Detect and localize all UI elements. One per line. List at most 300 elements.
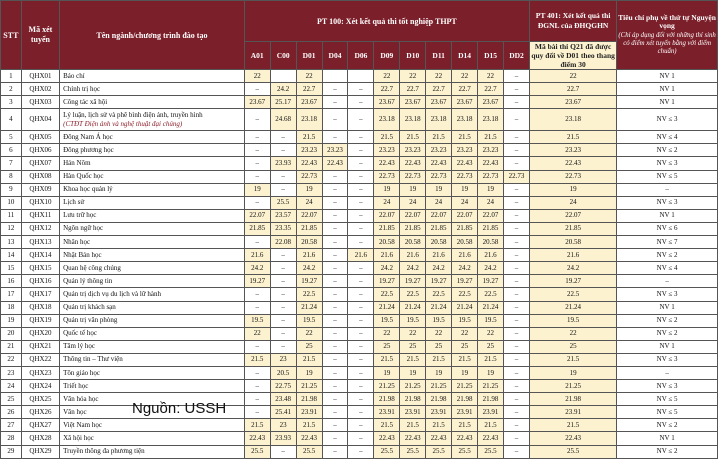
score-cell-d10: 23.91 bbox=[400, 406, 426, 419]
q21-score-cell: 23.67 bbox=[530, 96, 617, 109]
score-cell-d06: – bbox=[348, 170, 374, 183]
row-name bbox=[60, 131, 245, 144]
criteria-cell: NV ≤ 2 bbox=[617, 419, 718, 432]
score-cell-dd2: – bbox=[503, 301, 529, 314]
row-code: QHX28 bbox=[21, 432, 59, 445]
table-row bbox=[1, 209, 718, 222]
score-cell-a01: 21.85 bbox=[244, 222, 270, 235]
row-name-text: Công tác xã hội bbox=[63, 97, 108, 106]
score-cell-c00: 23.93 bbox=[270, 157, 296, 170]
criteria-cell: NV ≤ 2 bbox=[617, 327, 718, 340]
row-name-text: Hàn Quốc học bbox=[63, 172, 104, 181]
q21-score-cell: 19 bbox=[530, 183, 617, 196]
score-cell-d04: – bbox=[322, 406, 348, 419]
table-row bbox=[1, 222, 718, 235]
table-row bbox=[1, 288, 718, 301]
score-cell-d15: 22 bbox=[478, 70, 504, 83]
score-cell-dd2: – bbox=[503, 83, 529, 96]
score-cell-d06: – bbox=[348, 393, 374, 406]
score-cell-dd2: – bbox=[503, 340, 529, 353]
score-cell-a01: – bbox=[244, 196, 270, 209]
score-cell-d01: 22 bbox=[296, 70, 322, 83]
row-name bbox=[60, 262, 245, 275]
score-cell-d11: 22.43 bbox=[426, 157, 452, 170]
row-name bbox=[60, 183, 245, 196]
q21-score-cell: 24.2 bbox=[530, 262, 617, 275]
q21-score-cell: 22.73 bbox=[530, 170, 617, 183]
score-cell-d01: 22.43 bbox=[296, 157, 322, 170]
score-cell-d09: 21.6 bbox=[374, 249, 400, 262]
row-code: QHX29 bbox=[21, 445, 59, 458]
score-cell-a01: 24.2 bbox=[244, 262, 270, 275]
score-cell-a01: 21.5 bbox=[244, 419, 270, 432]
criteria-cell: NV ≤ 4 bbox=[617, 131, 718, 144]
score-cell-d11: 21.5 bbox=[426, 131, 452, 144]
score-cell-dd2: – bbox=[503, 249, 529, 262]
score-cell-d04: – bbox=[322, 380, 348, 393]
score-cell-dd2: – bbox=[503, 406, 529, 419]
score-cell-d15: 22 bbox=[478, 327, 504, 340]
score-cell-d14: 19.5 bbox=[452, 314, 478, 327]
score-cell-d04: – bbox=[322, 288, 348, 301]
table-row bbox=[1, 83, 718, 96]
score-cell-c00: – bbox=[270, 340, 296, 353]
table-row bbox=[1, 406, 718, 419]
row-name-text: Hán Nôm bbox=[63, 159, 91, 168]
score-cell-dd2: – bbox=[503, 380, 529, 393]
score-cell-d11: 19 bbox=[426, 183, 452, 196]
row-name bbox=[60, 275, 245, 288]
score-cell-d15: 23.67 bbox=[478, 96, 504, 109]
score-cell-d09: 23.23 bbox=[374, 144, 400, 157]
score-cell-d09: 20.58 bbox=[374, 236, 400, 249]
row-name-text: Việt Nam học bbox=[63, 420, 102, 429]
score-cell-d15: 24 bbox=[478, 196, 504, 209]
score-cell-d06: – bbox=[348, 380, 374, 393]
score-cell-d10: 23.18 bbox=[400, 109, 426, 131]
score-cell-c00: 23.93 bbox=[270, 432, 296, 445]
score-cell-a01: 25.5 bbox=[244, 445, 270, 458]
q21-score-cell: 22 bbox=[530, 70, 617, 83]
score-cell-d04: – bbox=[322, 393, 348, 406]
score-cell-d10: 25.5 bbox=[400, 445, 426, 458]
row-name bbox=[60, 170, 245, 183]
row-code: QHX12 bbox=[21, 222, 59, 235]
row-code: QHX02 bbox=[21, 83, 59, 96]
score-cell-d09: 21.98 bbox=[374, 393, 400, 406]
row-name bbox=[60, 70, 245, 83]
row-stt: 3 bbox=[1, 96, 22, 109]
score-cell-d09: 21.5 bbox=[374, 419, 400, 432]
score-cell-dd2: – bbox=[503, 131, 529, 144]
score-cell-d04: – bbox=[322, 183, 348, 196]
score-cell-d15: 21.85 bbox=[478, 222, 504, 235]
score-cell-d06: 21.6 bbox=[348, 249, 374, 262]
score-cell-a01: – bbox=[244, 83, 270, 96]
criteria-cell: NV ≤ 5 bbox=[617, 170, 718, 183]
score-cell-dd2: – bbox=[503, 432, 529, 445]
score-cell-d15: 22.73 bbox=[478, 170, 504, 183]
row-code: QHX27 bbox=[21, 419, 59, 432]
score-cell-d09: 19.27 bbox=[374, 275, 400, 288]
score-cell-d15: 25.5 bbox=[478, 445, 504, 458]
score-cell-dd2: 22.73 bbox=[503, 170, 529, 183]
score-cell-a01: 22 bbox=[244, 327, 270, 340]
score-cell-dd2: – bbox=[503, 209, 529, 222]
score-cell-d14: 21.24 bbox=[452, 301, 478, 314]
row-code: QHX01 bbox=[21, 70, 59, 83]
score-cell-c00: 23.48 bbox=[270, 393, 296, 406]
criteria-note: (Chỉ áp dụng đối với những thí sinh có điểm xét tuyển bằng với điểm chuẩn) bbox=[618, 32, 716, 55]
score-cell-d04: – bbox=[322, 249, 348, 262]
score-cell-dd2: – bbox=[503, 70, 529, 83]
score-cell-d15: 21.6 bbox=[478, 249, 504, 262]
score-cell-d10: 22.7 bbox=[400, 83, 426, 96]
row-stt: 2 bbox=[1, 83, 22, 96]
row-code: QHX09 bbox=[21, 183, 59, 196]
score-cell-d06: – bbox=[348, 419, 374, 432]
row-code: QHX23 bbox=[21, 366, 59, 379]
score-cell-d09: 22.5 bbox=[374, 288, 400, 301]
row-name-text: Quản lý thông tin bbox=[63, 276, 113, 285]
criteria-cell: – bbox=[617, 183, 718, 196]
score-cell-d11: 21.6 bbox=[426, 249, 452, 262]
score-cell-c00: – bbox=[270, 275, 296, 288]
row-name bbox=[60, 340, 245, 353]
criteria-cell: – bbox=[617, 275, 718, 288]
score-cell-d15: 19.5 bbox=[478, 314, 504, 327]
score-cell-d10: 21.5 bbox=[400, 419, 426, 432]
score-cell-d04: – bbox=[322, 432, 348, 445]
score-cell-d04: – bbox=[322, 340, 348, 353]
score-cell-c00: 20.5 bbox=[270, 366, 296, 379]
score-cell-d01: 24.2 bbox=[296, 262, 322, 275]
row-stt: 25 bbox=[1, 393, 22, 406]
score-cell-c00: 22.08 bbox=[270, 236, 296, 249]
score-cell-c00: – bbox=[270, 262, 296, 275]
score-cell-dd2: – bbox=[503, 353, 529, 366]
table-row bbox=[1, 340, 718, 353]
row-stt: 18 bbox=[1, 301, 22, 314]
q21-score-cell: 21.98 bbox=[530, 393, 617, 406]
row-code: QHX20 bbox=[21, 327, 59, 340]
table-row bbox=[1, 157, 718, 170]
score-cell-d11: 20.58 bbox=[426, 236, 452, 249]
score-cell-d09: 23.67 bbox=[374, 96, 400, 109]
row-name bbox=[60, 157, 245, 170]
row-stt: 11 bbox=[1, 209, 22, 222]
score-cell-dd2: – bbox=[503, 109, 529, 131]
score-cell-d15: 22.5 bbox=[478, 288, 504, 301]
score-cell-d10: 23.67 bbox=[400, 96, 426, 109]
score-cell-d14: 25.5 bbox=[452, 445, 478, 458]
row-code: QHX05 bbox=[21, 131, 59, 144]
table-row bbox=[1, 196, 718, 209]
block-header: D09 bbox=[374, 42, 400, 70]
score-cell-d06: – bbox=[348, 314, 374, 327]
row-name-text: Nhật Bản học bbox=[63, 250, 102, 259]
score-cell-d09: 23.18 bbox=[374, 109, 400, 131]
score-cell-d11: 22.5 bbox=[426, 288, 452, 301]
score-cell-d15: 19.27 bbox=[478, 275, 504, 288]
row-stt: 27 bbox=[1, 419, 22, 432]
score-cell-d09: 21.85 bbox=[374, 222, 400, 235]
row-code: QHX07 bbox=[21, 157, 59, 170]
table-row bbox=[1, 170, 718, 183]
score-cell-d11: 21.98 bbox=[426, 393, 452, 406]
score-cell-d01: 20.58 bbox=[296, 236, 322, 249]
score-cell-d14: 22.43 bbox=[452, 432, 478, 445]
score-cell-a01: – bbox=[244, 288, 270, 301]
q21-score-cell: 19.27 bbox=[530, 275, 617, 288]
score-cell-d10: 22.5 bbox=[400, 288, 426, 301]
score-cell-d10: 19.5 bbox=[400, 314, 426, 327]
score-cell-d10: 22.73 bbox=[400, 170, 426, 183]
score-cell-dd2: – bbox=[503, 366, 529, 379]
score-cell-d14: 23.18 bbox=[452, 109, 478, 131]
score-cell-d04: – bbox=[322, 222, 348, 235]
row-name bbox=[60, 314, 245, 327]
score-cell-d09: 22.43 bbox=[374, 432, 400, 445]
table-row bbox=[1, 109, 718, 131]
row-code: QHX22 bbox=[21, 353, 59, 366]
table-row bbox=[1, 183, 718, 196]
row-name-text: Xã hội học bbox=[63, 433, 94, 442]
row-name bbox=[60, 288, 245, 301]
score-cell-d06: – bbox=[348, 327, 374, 340]
score-cell-d15: 21.25 bbox=[478, 380, 504, 393]
score-cell-d10: 22 bbox=[400, 327, 426, 340]
q21-score-cell: 22.07 bbox=[530, 209, 617, 222]
score-cell-d11: 23.91 bbox=[426, 406, 452, 419]
score-cell-c00: – bbox=[270, 249, 296, 262]
score-cell-d01: 19 bbox=[296, 183, 322, 196]
score-cell-d04: – bbox=[322, 419, 348, 432]
row-name-text: Triết học bbox=[63, 381, 89, 390]
criteria-cell: NV 1 bbox=[617, 209, 718, 222]
score-cell-d06 bbox=[348, 70, 374, 83]
q21-score-cell: 22.43 bbox=[530, 157, 617, 170]
row-name bbox=[60, 236, 245, 249]
score-cell-d15: 24.2 bbox=[478, 262, 504, 275]
score-cell-d14: 21.85 bbox=[452, 222, 478, 235]
score-cell-d11: 21.5 bbox=[426, 353, 452, 366]
q21-score-cell: 21.25 bbox=[530, 380, 617, 393]
criteria-cell: NV 1 bbox=[617, 83, 718, 96]
score-cell-d10: 19.27 bbox=[400, 275, 426, 288]
score-cell-d01: 21.98 bbox=[296, 393, 322, 406]
score-cell-d14: 21.5 bbox=[452, 353, 478, 366]
score-cell-a01: 22.07 bbox=[244, 209, 270, 222]
row-code: QHX15 bbox=[21, 262, 59, 275]
row-stt: 28 bbox=[1, 432, 22, 445]
score-cell-d11: 22.07 bbox=[426, 209, 452, 222]
score-cell-d01: 19 bbox=[296, 366, 322, 379]
score-cell-d04: – bbox=[322, 262, 348, 275]
score-cell-d15: 22.07 bbox=[478, 209, 504, 222]
q21-score-cell: 25 bbox=[530, 340, 617, 353]
score-cell-d01: 22.5 bbox=[296, 288, 322, 301]
row-stt: 4 bbox=[1, 109, 22, 131]
score-cell-d06: – bbox=[348, 445, 374, 458]
score-cell-d10: 19 bbox=[400, 366, 426, 379]
criteria-cell: NV ≤ 2 bbox=[617, 445, 718, 458]
criteria-cell: NV ≤ 3 bbox=[617, 353, 718, 366]
table-row bbox=[1, 432, 718, 445]
score-cell-d01: 23.23 bbox=[296, 144, 322, 157]
score-cell-d04: – bbox=[322, 209, 348, 222]
score-cell-d01: 21.24 bbox=[296, 301, 322, 314]
score-cell-a01: 19.27 bbox=[244, 275, 270, 288]
q21-score-cell: 21.6 bbox=[530, 249, 617, 262]
score-cell-d11: 23.18 bbox=[426, 109, 452, 131]
row-name bbox=[60, 196, 245, 209]
header-name: Tên ngành/chương trình đào tạo bbox=[60, 1, 245, 70]
score-cell-d01: 22.43 bbox=[296, 432, 322, 445]
row-name-subnote: (CTĐT Điện ảnh và nghệ thuật đại chúng) bbox=[63, 119, 183, 128]
score-cell-d01: 25.5 bbox=[296, 445, 322, 458]
score-cell-d06: – bbox=[348, 275, 374, 288]
score-cell-d15: 22.43 bbox=[478, 432, 504, 445]
score-cell-d10: 22.07 bbox=[400, 209, 426, 222]
score-cell-d06: – bbox=[348, 432, 374, 445]
q21-score-cell: 23.23 bbox=[530, 144, 617, 157]
row-name-text: Lý luận, lịch sử và phê bình điện ảnh, truyền hình bbox=[63, 110, 203, 119]
row-code: QHX03 bbox=[21, 96, 59, 109]
score-cell-d06: – bbox=[348, 406, 374, 419]
score-cell-dd2: – bbox=[503, 236, 529, 249]
q21-score-cell: 21.85 bbox=[530, 222, 617, 235]
score-cell-a01: – bbox=[244, 393, 270, 406]
score-cell-c00: – bbox=[270, 301, 296, 314]
score-cell-d14: 22.43 bbox=[452, 157, 478, 170]
table-row bbox=[1, 366, 718, 379]
criteria-cell: NV ≤ 2 bbox=[617, 314, 718, 327]
row-name-text: Tâm lý học bbox=[63, 342, 95, 351]
row-code: QHX04 bbox=[21, 109, 59, 131]
score-cell-d11: 25.5 bbox=[426, 445, 452, 458]
row-name-text: Văn hóa học bbox=[63, 394, 99, 403]
row-stt: 22 bbox=[1, 353, 22, 366]
score-cell-d04: – bbox=[322, 131, 348, 144]
block-header: D10 bbox=[400, 42, 426, 70]
q21-score-cell: 23.91 bbox=[530, 406, 617, 419]
row-name bbox=[60, 445, 245, 458]
score-cell-d14: 19 bbox=[452, 366, 478, 379]
score-cell-a01: – bbox=[244, 236, 270, 249]
score-cell-d01: 21.5 bbox=[296, 353, 322, 366]
criteria-cell: NV ≤ 2 bbox=[617, 144, 718, 157]
score-cell-d11: 21.5 bbox=[426, 419, 452, 432]
score-cell-c00: – bbox=[270, 131, 296, 144]
score-cell-d09: 19.5 bbox=[374, 314, 400, 327]
score-cell-d14: 23.91 bbox=[452, 406, 478, 419]
header-stt: STT bbox=[1, 1, 22, 70]
score-cell-d11: 24.2 bbox=[426, 262, 452, 275]
score-cell-d11: 19.5 bbox=[426, 314, 452, 327]
score-cell-d15: 25 bbox=[478, 340, 504, 353]
row-code: QHX24 bbox=[21, 380, 59, 393]
score-cell-dd2: – bbox=[503, 275, 529, 288]
table-row bbox=[1, 249, 718, 262]
score-cell-c00: 25.17 bbox=[270, 96, 296, 109]
row-stt: 23 bbox=[1, 366, 22, 379]
block-header: C00 bbox=[270, 42, 296, 70]
score-cell-d15: 19 bbox=[478, 366, 504, 379]
row-name bbox=[60, 222, 245, 235]
score-cell-d09: 22 bbox=[374, 70, 400, 83]
score-cell-d14: 21.25 bbox=[452, 380, 478, 393]
score-cell-d04: – bbox=[322, 366, 348, 379]
score-cell-d10: 24.2 bbox=[400, 262, 426, 275]
score-cell-d15: 20.58 bbox=[478, 236, 504, 249]
score-cell-c00 bbox=[270, 70, 296, 83]
score-cell-d14: 19 bbox=[452, 183, 478, 196]
score-cell-d15: 23.23 bbox=[478, 144, 504, 157]
score-cell-d01: 22.7 bbox=[296, 83, 322, 96]
score-cell-d15: 21.5 bbox=[478, 353, 504, 366]
score-cell-a01: – bbox=[244, 144, 270, 157]
row-code: QHX11 bbox=[21, 209, 59, 222]
score-cell-dd2: – bbox=[503, 327, 529, 340]
score-cell-c00: 25.5 bbox=[270, 196, 296, 209]
score-cell-d01: 21.5 bbox=[296, 419, 322, 432]
score-cell-d14: 21.98 bbox=[452, 393, 478, 406]
row-code: QHX25 bbox=[21, 393, 59, 406]
score-cell-d06: – bbox=[348, 366, 374, 379]
row-name-text: Quản trị dịch vụ du lịch và lữ hành bbox=[63, 289, 161, 298]
score-cell-d01: 22 bbox=[296, 327, 322, 340]
score-cell-d06: – bbox=[348, 209, 374, 222]
score-cell-d14: 22.73 bbox=[452, 170, 478, 183]
score-cell-d09: 24.2 bbox=[374, 262, 400, 275]
row-stt: 7 bbox=[1, 157, 22, 170]
score-cell-d10: 21.98 bbox=[400, 393, 426, 406]
score-cell-c00: – bbox=[270, 144, 296, 157]
score-cell-d06: – bbox=[348, 96, 374, 109]
score-cell-d01: 19.5 bbox=[296, 314, 322, 327]
q21-score-cell: 20.58 bbox=[530, 236, 617, 249]
score-cell-d04: – bbox=[322, 327, 348, 340]
header-pt401: PT 401: Xét kết quả thi ĐGNL của ĐHQGHN bbox=[530, 1, 617, 42]
row-name-text: Quản trị khách sạn bbox=[63, 303, 116, 312]
score-cell-a01: – bbox=[244, 131, 270, 144]
score-cell-d09: 22.7 bbox=[374, 83, 400, 96]
score-cell-d06: – bbox=[348, 157, 374, 170]
criteria-cell: NV ≤ 3 bbox=[617, 288, 718, 301]
row-stt: 19 bbox=[1, 314, 22, 327]
score-cell-d10: 21.5 bbox=[400, 131, 426, 144]
score-cell-c00: 23 bbox=[270, 353, 296, 366]
table-row bbox=[1, 327, 718, 340]
score-cell-c00: – bbox=[270, 183, 296, 196]
score-cell-d04: – bbox=[322, 96, 348, 109]
score-cell-d11: 25 bbox=[426, 340, 452, 353]
score-cell-d10: 25 bbox=[400, 340, 426, 353]
table-row bbox=[1, 314, 718, 327]
score-cell-d09: 22.73 bbox=[374, 170, 400, 183]
row-stt: 12 bbox=[1, 222, 22, 235]
block-header: D15 bbox=[478, 42, 504, 70]
score-cell-d01: 24 bbox=[296, 196, 322, 209]
row-name-text: Văn học bbox=[63, 407, 87, 416]
score-cell-dd2: – bbox=[503, 262, 529, 275]
score-cell-d04 bbox=[322, 70, 348, 83]
score-cell-dd2: – bbox=[503, 393, 529, 406]
row-name-text: Nhân học bbox=[63, 237, 91, 246]
score-cell-d06: – bbox=[348, 353, 374, 366]
row-name-text: Chính trị học bbox=[63, 84, 101, 93]
